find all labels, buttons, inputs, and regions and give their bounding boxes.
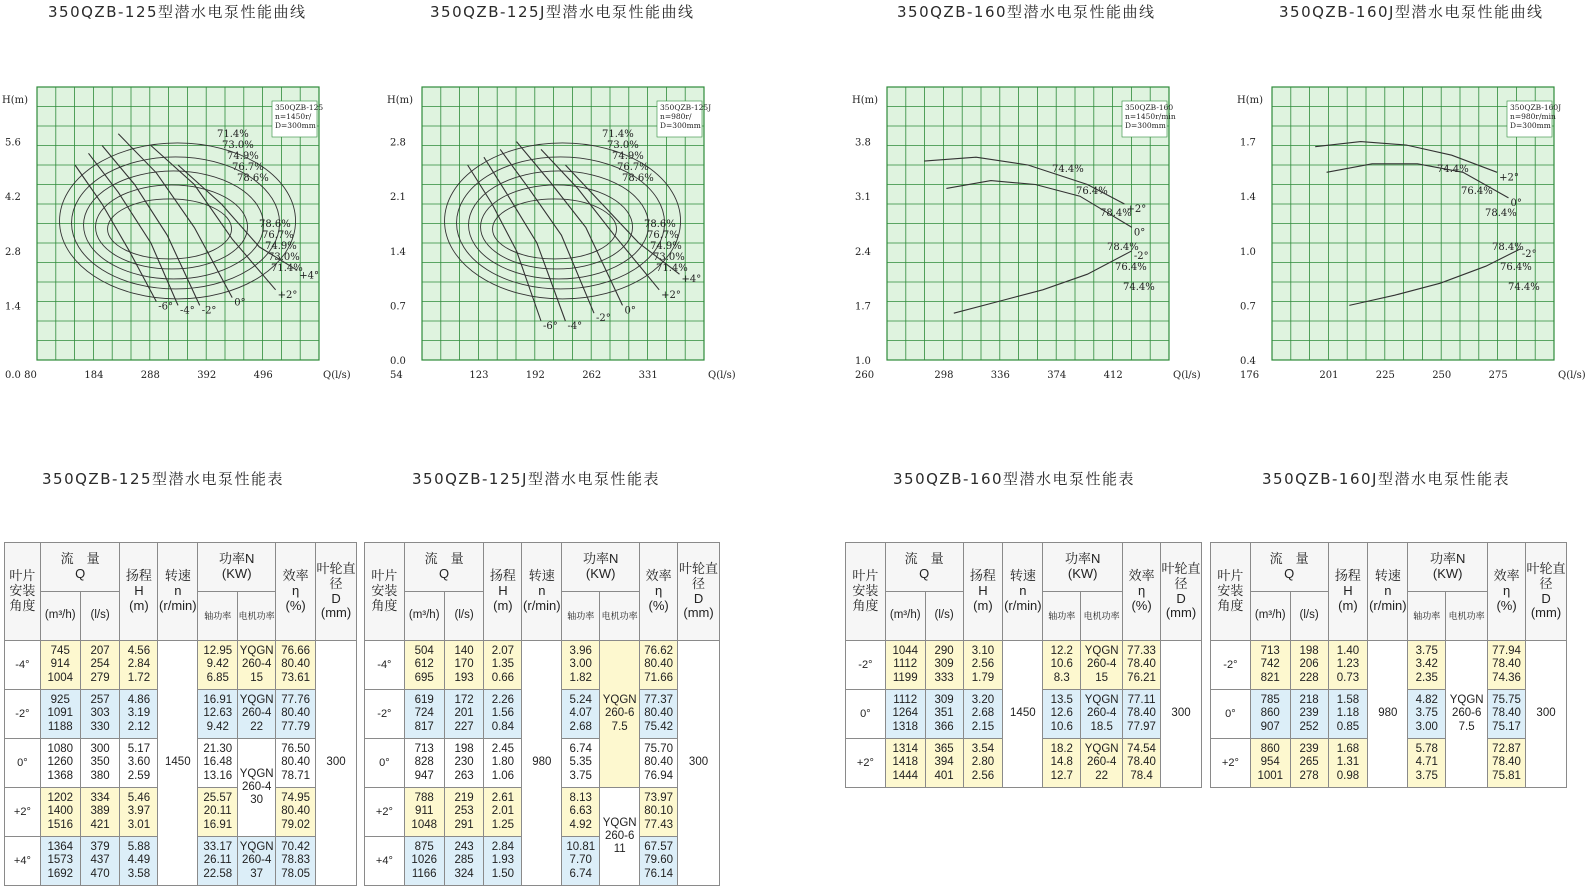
- y-tick-label: 4.2: [5, 192, 21, 204]
- x-tick-label: 275: [1488, 370, 1508, 381]
- x-tick-label: 192: [525, 370, 545, 381]
- efficiency-label: 76.7%: [647, 230, 679, 241]
- performance-chart-350qzb-125j: [385, 75, 745, 395]
- efficiency-label: 74.9%: [265, 241, 297, 252]
- y-axis-label: H(m): [1237, 95, 1264, 106]
- header-flow: 流 量 Q: [1250, 543, 1328, 592]
- efficiency-label: 76.4%: [1461, 186, 1493, 197]
- cell-shaft-power: 25.57 20.11 16.91: [198, 788, 238, 837]
- cell-speed: 980: [522, 641, 562, 886]
- angle-label: 0°: [234, 297, 246, 309]
- cell-shaft-power: 5.78 4.71 3.75: [1408, 739, 1446, 788]
- cell-speed: 1450: [1003, 641, 1043, 788]
- cell-motor-power: YQGN 260-4 37: [238, 837, 276, 886]
- spec-note-line: 350QZB-125J: [660, 103, 712, 112]
- chart-svg: [850, 75, 1210, 395]
- cell-flow-ls: 379 437 470: [80, 837, 120, 886]
- chart-title-4: 350QZB-160J型潜水电泵性能曲线: [1279, 3, 1544, 21]
- efficiency-label: 78.4%: [1100, 208, 1132, 219]
- angle-label: -2°: [201, 305, 217, 317]
- header-efficiency: 效率 η (%): [276, 543, 316, 641]
- header-motor-power: 电机功率: [1446, 592, 1488, 641]
- efficiency-label: 78.6%: [259, 219, 291, 230]
- chart-svg: [0, 75, 360, 395]
- y-tick-label: 1.7: [1240, 137, 1256, 149]
- table-title-3: 350QZB-160型潜水电泵性能表: [893, 470, 1136, 488]
- efficiency-label: 78.4%: [1492, 242, 1524, 253]
- cell-shaft-power: 12.95 9.42 6.85: [198, 641, 238, 690]
- header-angle: 叶片安装角度: [1211, 543, 1251, 641]
- x-tick-label: 288: [140, 370, 160, 381]
- angle-label: 0°: [1133, 227, 1146, 239]
- cell-angle: -2°: [365, 690, 405, 739]
- cell-angle: -2°: [5, 690, 41, 739]
- efficiency-label: 78.6%: [644, 219, 676, 230]
- cell-shaft-power: 16.91 12.63 9.42: [198, 690, 238, 739]
- chart-svg: [1235, 75, 1595, 395]
- efficiency-label: 73.0%: [607, 140, 639, 151]
- cell-diameter: 300: [316, 641, 357, 886]
- performance-chart-350qzb-160j: [1235, 75, 1595, 395]
- header-shaft-power: 轴功率: [1408, 592, 1446, 641]
- y-tick-label: 1.4: [5, 301, 21, 313]
- spec-note-line: n=980r/: [660, 112, 692, 121]
- cell-head: 3.20 2.68 2.15: [963, 690, 1003, 739]
- cell-head: 2.07 1.35 0.66: [484, 641, 522, 690]
- cell-motor-power: YQGN 260-4 15: [1081, 641, 1123, 690]
- cell-flow-m3h: 1080 1260 1368: [40, 739, 80, 788]
- cell-head: 5.88 4.49 3.58: [120, 837, 158, 886]
- efficiency-label: 74.4%: [1123, 282, 1155, 293]
- spec-note-line: D=300mm: [660, 121, 701, 130]
- cell-shaft-power: 10.81 7.70 6.74: [562, 837, 600, 886]
- table-title-1: 350QZB-125型潜水电泵性能表: [42, 470, 285, 488]
- header-angle: 叶片安装角度: [846, 543, 886, 641]
- x-tick-label: 298: [934, 370, 954, 381]
- efficiency-label: 74.9%: [650, 241, 682, 252]
- chart-title-2: 350QZB-125J型潜水电泵性能曲线: [430, 3, 695, 21]
- cell-efficiency: 77.76 80.40 77.79: [276, 690, 316, 739]
- efficiency-label: 78.4%: [1107, 242, 1139, 253]
- efficiency-label: 74.4%: [1437, 164, 1469, 175]
- header-m3h: (m³/h): [404, 592, 444, 641]
- header-head: 扬程 H (m): [1328, 543, 1368, 641]
- spec-note-line: 350QZB-160J: [1510, 103, 1562, 112]
- cell-flow-ls: 219 253 291: [444, 788, 484, 837]
- cell-flow-ls: 300 350 380: [80, 739, 120, 788]
- y-axis-label: H(m): [387, 95, 414, 106]
- cell-flow-ls: 207 254 279: [80, 641, 120, 690]
- efficiency-label: 74.4%: [1508, 282, 1540, 293]
- header-power: 功率N (KW): [562, 543, 640, 592]
- header-shaft-power: 轴功率: [198, 592, 238, 641]
- cell-motor-power: YQGN 260-4 15: [238, 641, 276, 690]
- x-axis-label: Q(l/s): [323, 370, 351, 381]
- x-tick-label: 201: [1319, 370, 1339, 381]
- cell-efficiency: 73.97 80.10 77.43: [640, 788, 678, 837]
- header-angle: 叶片安装角度: [5, 543, 41, 641]
- cell-efficiency: 75.70 80.40 76.94: [640, 739, 678, 788]
- cell-diameter: 300: [1161, 641, 1202, 788]
- cell-flow-ls: 290 309 333: [925, 641, 963, 690]
- y-tick-label: 2.8: [5, 246, 21, 258]
- cell-speed: 1450: [158, 641, 198, 886]
- header-shaft-power: 轴功率: [1043, 592, 1081, 641]
- header-ls: (l/s): [925, 592, 963, 641]
- cell-angle: +2°: [5, 788, 41, 837]
- header-flow: 流 量 Q: [885, 543, 963, 592]
- cell-efficiency: 72.87 78.40 75.81: [1488, 739, 1526, 788]
- performance-table-350qzb-160: [845, 542, 1202, 788]
- y-tick-label: 0.0: [390, 356, 406, 367]
- header-m3h: (m³/h): [885, 592, 925, 641]
- performance-table-350qzb-125: [4, 542, 357, 886]
- efficiency-label: 74.4%: [1052, 164, 1084, 175]
- angle-label: +2°: [1126, 204, 1147, 215]
- spec-note-line: n=980r/min: [1510, 112, 1556, 121]
- table-title-2: 350QZB-125J型潜水电泵性能表: [412, 470, 660, 488]
- header-ls: (l/s): [1290, 592, 1328, 641]
- cell-head: 3.10 2.56 1.79: [963, 641, 1003, 690]
- performance-table-350qzb-125j: [364, 542, 720, 886]
- cell-flow-ls: 334 389 421: [80, 788, 120, 837]
- angle-label: +2°: [661, 289, 681, 301]
- header-efficiency: 效率 η (%): [1123, 543, 1161, 641]
- cell-shaft-power: 6.74 5.35 3.75: [562, 739, 600, 788]
- angle-label: +2°: [277, 289, 298, 301]
- x-tick-label: 496: [253, 370, 273, 381]
- y-tick-label: 3.8: [855, 137, 871, 149]
- table-title-4: 350QZB-160J型潜水电泵性能表: [1262, 470, 1510, 488]
- header-speed: 转速 n (r/min): [1003, 543, 1043, 641]
- header-power: 功率N (KW): [1408, 543, 1488, 592]
- cell-flow-m3h: 788 911 1048: [404, 788, 444, 837]
- angle-label: -6°: [158, 301, 174, 313]
- cell-angle: 0°: [1211, 690, 1251, 739]
- cell-head: 5.17 3.60 2.59: [120, 739, 158, 788]
- cell-head: 1.68 1.31 0.98: [1328, 739, 1368, 788]
- header-m3h: (m³/h): [1250, 592, 1290, 641]
- y-tick-label: 2.4: [855, 246, 871, 258]
- cell-efficiency: 76.66 80.40 73.61: [276, 641, 316, 690]
- y-tick-label: 1.0: [1240, 246, 1256, 258]
- x-tick-label: 392: [197, 370, 217, 381]
- spec-note-line: D=300mm: [275, 121, 316, 130]
- x-tick-label: 176: [1240, 370, 1260, 381]
- cell-motor-power: YQGN 260-4 30: [238, 739, 276, 837]
- angle-label: -2°: [1521, 249, 1537, 261]
- cell-flow-m3h: 745 914 1004: [40, 641, 80, 690]
- cell-flow-ls: 243 285 324: [444, 837, 484, 886]
- cell-efficiency: 74.54 78.40 78.4: [1123, 739, 1161, 788]
- cell-shaft-power: 33.17 26.11 22.58: [198, 837, 238, 886]
- x-axis-label: Q(l/s): [708, 370, 736, 381]
- table-row: [1211, 641, 1567, 690]
- angle-label: -2°: [1133, 250, 1149, 262]
- efficiency-label: 76.7%: [262, 230, 294, 241]
- spec-note-line: 350QZB-160: [1125, 103, 1174, 112]
- header-head: 扬程 H (m): [120, 543, 158, 641]
- cell-flow-m3h: 860 954 1001: [1250, 739, 1290, 788]
- header-efficiency: 效率 η (%): [1488, 543, 1526, 641]
- cell-motor-power: YQGN 260-6 7.5: [600, 641, 640, 788]
- cell-flow-m3h: 1364 1573 1692: [40, 837, 80, 886]
- cell-head: 2.45 1.80 1.06: [484, 739, 522, 788]
- angle-label: -4°: [567, 321, 583, 332]
- cell-motor-power: YQGN 260-6 7.5: [1446, 641, 1488, 788]
- header-shaft-power: 轴功率: [562, 592, 600, 641]
- spec-note-line: D=300mm: [1510, 121, 1551, 130]
- efficiency-label: 73.0%: [653, 252, 685, 263]
- cell-angle: -2°: [846, 641, 886, 690]
- cell-efficiency: 76.62 80.40 71.66: [640, 641, 678, 690]
- cell-flow-m3h: 1044 1112 1199: [885, 641, 925, 690]
- x-tick-label: 374: [1047, 370, 1067, 381]
- cell-efficiency: 77.11 78.40 77.97: [1123, 690, 1161, 739]
- efficiency-label: 71.4%: [217, 129, 249, 140]
- x-tick-label: 184: [84, 370, 104, 381]
- efficiency-label: 73.0%: [268, 252, 300, 263]
- cell-diameter: 300: [1526, 641, 1567, 788]
- table-row: [5, 641, 357, 690]
- cell-diameter: 300: [678, 641, 720, 886]
- x-tick-label: 225: [1375, 370, 1395, 381]
- cell-head: 1.58 1.18 0.85: [1328, 690, 1368, 739]
- efficiency-label: 76.4%: [1115, 262, 1147, 273]
- cell-angle: -4°: [365, 641, 405, 690]
- x-tick-label: 250: [1432, 370, 1452, 381]
- spec-note-line: 350QZB-125: [275, 103, 324, 112]
- cell-flow-ls: 172 201 227: [444, 690, 484, 739]
- y-axis-label: H(m): [852, 95, 879, 106]
- cell-angle: 0°: [846, 690, 886, 739]
- cell-angle: +4°: [365, 837, 405, 886]
- y-axis-label: H(m): [2, 95, 29, 106]
- header-head: 扬程 H (m): [963, 543, 1003, 641]
- y-tick-label: 0.7: [390, 301, 406, 313]
- cell-flow-ls: 239 265 278: [1290, 739, 1328, 788]
- performance-chart-350qzb-160: [850, 75, 1210, 395]
- cell-head: 3.54 2.80 2.56: [963, 739, 1003, 788]
- cell-flow-m3h: 925 1091 1188: [40, 690, 80, 739]
- efficiency-label: 76.4%: [1500, 262, 1532, 273]
- angle-label: 0°: [1510, 197, 1522, 209]
- cell-shaft-power: 8.13 6.63 4.92: [562, 788, 600, 837]
- cell-shaft-power: 13.5 12.6 10.6: [1043, 690, 1081, 739]
- x-tick-label: 0.0 80: [5, 370, 37, 381]
- y-tick-label: 3.1: [855, 192, 871, 204]
- angle-label: 0°: [624, 305, 636, 317]
- header-power: 功率N (KW): [1043, 543, 1123, 592]
- header-speed: 转速 n (r/min): [158, 543, 198, 641]
- angle-label: +4°: [299, 270, 320, 282]
- cell-speed: 980: [1368, 641, 1408, 788]
- x-axis-label: Q(l/s): [1173, 370, 1201, 381]
- header-speed: 转速 n (r/min): [522, 543, 562, 641]
- efficiency-label: 76.4%: [1076, 186, 1108, 197]
- cell-shaft-power: 18.2 14.8 12.7: [1043, 739, 1081, 788]
- performance-chart-350qzb-125: [0, 75, 360, 395]
- angle-label: -4°: [180, 305, 195, 317]
- cell-angle: +4°: [5, 837, 41, 886]
- cell-flow-ls: 198 230 263: [444, 739, 484, 788]
- x-tick-label: 331: [638, 370, 658, 381]
- x-tick-label: 262: [582, 370, 602, 381]
- spec-note-line: n=1450r/: [275, 112, 312, 121]
- x-tick-label: 260: [855, 370, 875, 381]
- header-speed: 转速 n (r/min): [1368, 543, 1408, 641]
- cell-efficiency: 77.94 78.40 74.36: [1488, 641, 1526, 690]
- header-ls: (l/s): [80, 592, 120, 641]
- cell-shaft-power: 3.75 3.42 2.35: [1408, 641, 1446, 690]
- header-diameter: 叶轮直径 D (mm): [678, 543, 720, 641]
- cell-efficiency: 76.50 80.40 78.71: [276, 739, 316, 788]
- angle-label: -2°: [595, 313, 611, 325]
- header-angle: 叶片安装角度: [365, 543, 405, 641]
- cell-motor-power: YQGN 260-4 22: [238, 690, 276, 739]
- chart-title-3: 350QZB-160型潜水电泵性能曲线: [897, 3, 1156, 21]
- header-diameter: 叶轮直径 D (mm): [1161, 543, 1202, 641]
- angle-label: +4°: [681, 274, 702, 286]
- cell-shaft-power: 21.30 16.48 13.16: [198, 739, 238, 788]
- angle-label: +2°: [1499, 172, 1519, 184]
- x-axis-label: Q(l/s): [1558, 370, 1586, 381]
- cell-efficiency: 77.33 78.40 76.21: [1123, 641, 1161, 690]
- efficiency-label: 74.9%: [612, 151, 644, 162]
- cell-shaft-power: 12.2 10.6 8.3: [1043, 641, 1081, 690]
- header-m3h: (m³/h): [40, 592, 80, 641]
- cell-efficiency: 75.75 78.40 75.17: [1488, 690, 1526, 739]
- cell-angle: +2°: [1211, 739, 1251, 788]
- cell-flow-m3h: 619 724 817: [404, 690, 444, 739]
- cell-efficiency: 74.95 80.40 79.02: [276, 788, 316, 837]
- cell-shaft-power: 5.24 4.07 2.68: [562, 690, 600, 739]
- cell-motor-power: YQGN 260-4 22: [1081, 739, 1123, 788]
- header-ls: (l/s): [444, 592, 484, 641]
- cell-flow-m3h: 504 612 695: [404, 641, 444, 690]
- y-tick-label: 0.7: [1240, 301, 1256, 313]
- y-tick-label: 2.1: [390, 192, 406, 204]
- cell-flow-ls: 198 206 228: [1290, 641, 1328, 690]
- header-motor-power: 电机功率: [600, 592, 640, 641]
- cell-flow-m3h: 1112 1264 1318: [885, 690, 925, 739]
- cell-flow-m3h: 713 742 821: [1250, 641, 1290, 690]
- cell-angle: 0°: [5, 739, 41, 788]
- y-tick-label: 2.8: [390, 137, 406, 149]
- cell-head: 1.40 1.23 0.73: [1328, 641, 1368, 690]
- spec-note-line: D=300mm: [1125, 121, 1166, 130]
- header-motor-power: 电机功率: [238, 592, 276, 641]
- header-efficiency: 效率 η (%): [640, 543, 678, 641]
- y-tick-label: 1.4: [1240, 192, 1256, 204]
- cell-head: 2.84 1.93 1.50: [484, 837, 522, 886]
- cell-flow-m3h: 875 1026 1166: [404, 837, 444, 886]
- efficiency-label: 76.7%: [617, 162, 649, 173]
- chart-svg: [385, 75, 745, 395]
- efficiency-label: 71.4%: [271, 263, 303, 274]
- cell-head: 5.46 3.97 3.01: [120, 788, 158, 837]
- cell-angle: -2°: [1211, 641, 1251, 690]
- cell-angle: +2°: [365, 788, 405, 837]
- cell-flow-ls: 218 239 252: [1290, 690, 1328, 739]
- x-tick-label: 336: [990, 370, 1010, 381]
- chart-title-1: 350QZB-125型潜水电泵性能曲线: [48, 3, 307, 21]
- efficiency-label: 78.6%: [622, 173, 654, 184]
- y-tick-label: 0.4: [1240, 356, 1256, 367]
- angle-label: -6°: [542, 321, 558, 332]
- cell-flow-ls: 257 303 330: [80, 690, 120, 739]
- header-diameter: 叶轮直径 D (mm): [1526, 543, 1567, 641]
- cell-flow-m3h: 1202 1400 1516: [40, 788, 80, 837]
- y-tick-label: 1.0: [855, 356, 871, 367]
- cell-efficiency: 67.57 79.60 76.14: [640, 837, 678, 886]
- cell-head: 4.56 2.84 1.72: [120, 641, 158, 690]
- cell-angle: +2°: [846, 739, 886, 788]
- performance-table-350qzb-160j: [1210, 542, 1567, 788]
- efficiency-label: 73.0%: [222, 140, 254, 151]
- cell-flow-ls: 365 394 401: [925, 739, 963, 788]
- cell-motor-power: YQGN 260-6 11: [600, 788, 640, 886]
- y-tick-label: 1.7: [855, 301, 871, 313]
- efficiency-label: 71.4%: [656, 263, 688, 274]
- table-row: [846, 641, 1202, 690]
- cell-flow-m3h: 785 860 907: [1250, 690, 1290, 739]
- x-tick-label: 123: [469, 370, 489, 381]
- cell-shaft-power: 4.82 3.75 3.00: [1408, 690, 1446, 739]
- efficiency-label: 76.7%: [232, 162, 264, 173]
- cell-flow-m3h: 713 828 947: [404, 739, 444, 788]
- cell-flow-ls: 140 170 193: [444, 641, 484, 690]
- header-power: 功率N (KW): [198, 543, 276, 592]
- efficiency-label: 78.6%: [237, 173, 269, 184]
- cell-angle: -4°: [5, 641, 41, 690]
- cell-efficiency: 77.37 80.40 75.42: [640, 690, 678, 739]
- cell-efficiency: 70.42 78.83 78.05: [276, 837, 316, 886]
- header-head: 扬程 H (m): [484, 543, 522, 641]
- header-flow: 流 量 Q: [40, 543, 120, 592]
- header-motor-power: 电机功率: [1081, 592, 1123, 641]
- x-tick-label: 54: [390, 370, 403, 381]
- cell-head: 2.26 1.56 0.84: [484, 690, 522, 739]
- efficiency-label: 74.9%: [227, 151, 259, 162]
- table-row: [365, 641, 720, 690]
- efficiency-label: 71.4%: [602, 129, 634, 140]
- cell-angle: 0°: [365, 739, 405, 788]
- cell-flow-m3h: 1314 1418 1444: [885, 739, 925, 788]
- header-diameter: 叶轮直径 D (mm): [316, 543, 357, 641]
- cell-head: 4.86 3.19 2.12: [120, 690, 158, 739]
- efficiency-label: 78.4%: [1485, 208, 1517, 219]
- y-tick-label: 5.6: [5, 137, 21, 149]
- cell-head: 2.61 2.01 1.25: [484, 788, 522, 837]
- y-tick-label: 1.4: [390, 246, 406, 258]
- header-flow: 流 量 Q: [404, 543, 484, 592]
- spec-note-line: n=1450r/min: [1125, 112, 1176, 121]
- x-tick-label: 412: [1103, 370, 1123, 381]
- cell-motor-power: YQGN 260-4 18.5: [1081, 690, 1123, 739]
- cell-flow-ls: 309 351 366: [925, 690, 963, 739]
- cell-shaft-power: 3.96 3.00 1.82: [562, 641, 600, 690]
